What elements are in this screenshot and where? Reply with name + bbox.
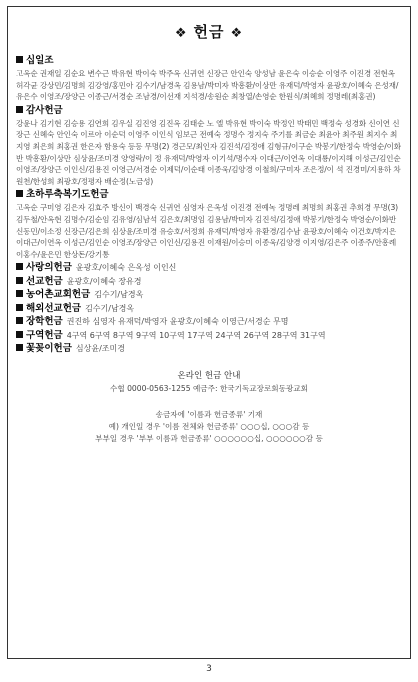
section-overseas-mission-offering <box>16 302 402 316</box>
section-names: 심상윤/조미경 <box>75 344 125 354</box>
note-line: 부부일 경우 '부부 이름과 헌금종류' ○○○○○○십, ○○○○○○감 등 <box>95 433 323 443</box>
remittance-notes <box>16 409 402 445</box>
square-bullet-icon <box>16 106 23 113</box>
section-heading <box>16 188 402 202</box>
section-heading-text: 꽃꽂이헌금 <box>26 343 72 355</box>
bank-account: 수협 0000-0563-1255 예금주: 한국기독교장로회동광교회 <box>110 383 308 393</box>
section-mission-offering <box>16 275 402 289</box>
section-heading-text: 초하루축복기도헌금 <box>26 189 109 201</box>
square-bullet-icon <box>16 304 23 311</box>
section-flower-offering <box>16 342 402 356</box>
section-rural-church-offering <box>16 288 402 302</box>
section-early-morning <box>16 188 402 260</box>
section-names: 윤광호/이혜숙 장유경 <box>66 276 142 286</box>
ornament-right-icon: ❖ <box>230 26 244 41</box>
note-line: 송금자에 '이름과 헌금종류' 기재 <box>155 409 263 419</box>
section-tithe <box>16 54 402 103</box>
section-names: 윤광호/이혜숙 은옥성 이인신 <box>75 263 177 273</box>
square-bullet-icon <box>16 190 23 197</box>
section-heading-text: 구역헌금 <box>26 329 63 341</box>
section-names: 4구역 6구역 8구역 9구역 10구역 17구역 24구역 26구역 28구역 31구역 <box>66 330 326 340</box>
square-bullet-icon <box>16 277 23 284</box>
section-names: 권진하 심영자 유재덕/박영자 윤광호/이혜숙 이영근/서경순 무명 <box>66 317 289 327</box>
section-heading-text: 사랑의헌금 <box>26 262 72 274</box>
page-title <box>16 21 402 42</box>
section-heading-text: 농어촌교회헌금 <box>26 289 91 301</box>
section-heading-text: 선교헌금 <box>26 275 63 287</box>
section-scholarship-offering <box>16 315 402 329</box>
section-names: 고옥순 권재일 김순요 변수근 박유현 박이숙 박주옥 신귀연 신장근 안인숙 양성남 윤은숙 이승순 이영주 이진경 전현옥 허각균 강상민/김명희 김강영/홍민아 김수기/남경옥 김용남/박미자 박흥환/이상만 유재덕/박영자 윤광호/이혜숙 은성재/유은수 이영조/장양근 이종근/서경순 조남경/이선재 지석경/송원순 최창열/손영순 한원식/최혜희 정명레(최홍권) <box>16 69 399 102</box>
offering-page <box>7 6 411 659</box>
section-thanks <box>16 104 402 188</box>
square-bullet-icon <box>16 290 23 297</box>
square-bullet-icon <box>16 317 23 324</box>
section-heading-text: 감사헌금 <box>26 104 63 116</box>
square-bullet-icon <box>16 56 23 63</box>
section-heading <box>16 54 402 68</box>
section-district-offering <box>16 329 402 343</box>
section-names: 강윤나 김기현 김승용 김연희 김우실 김진영 김진옥 김태순 노 엘 박유현 박이숙 박정인 박태민 백정숙 성경화 신이연 신장근 신혜숙 안인숙 이르아 이순덕 이영주 이인식 임보근 전예숙 정명수 정지숙 주기를 최금순 최윤아 최주원 최지수 최지영 최은희 최홍권 한은자 함용숙 등등 무명(2) 경근모/최인자 김진석/김정애 김형규/이구순 박봉기/한정숙 박영순/이화반 박흥환/이상만 심상윤/조미경 양영락/이 정 유재덕/박영자 이기석/명수자 이대근/이연옥 이대룡/이지해 이성근/김인순 이영조/장양근 이인신/김용진 이영근/서경순 이제덕/이순태 이종욱/김양경 이철희/구미자 조은정/이 석 진경미/지용하 차원천/한성희 최광호/정평자 배순정(노금성) <box>16 118 401 186</box>
section-names: 고옥순 구미영 김은자 김효주 방신이 백경숙 신귀연 심영자 은옥성 이진경 전예녹 정명레 최명희 최홍권 추희경 무명(3) 김두철/안옥현 김명수/김순임 김유영/심남석 김은호/최명임 김용남/박미자 김진석/김정애 박봉기/한정숙 박영순/이화반 신동민/이소정 신장근/김은희 심상윤/조미경 유승호/서정희 유재덕/박영자 유환경/김수남 윤광호/이혜숙 이건호/박지은 이대근/이연옥 이성근/김인순 이영조/장양근 이인신/김용진 이재원/이승미 이종욱/김양경 이지영/김은주 이종주/안흥례 이홍수/윤은민 한상돈/강기통 <box>16 203 398 259</box>
section-heading <box>16 104 402 118</box>
square-bullet-icon <box>16 344 23 351</box>
section-heading-text: 장학헌금 <box>26 316 63 328</box>
short-sections <box>16 261 402 356</box>
square-bullet-icon <box>16 331 23 338</box>
section-names: 김수기/남경옥 <box>94 290 144 300</box>
page-number: 3 <box>206 664 212 674</box>
note-line: 예) 개인일 경우 '이름 전체와 헌금종류' ○○○십, ○○○감 등 <box>108 421 310 431</box>
section-heading-text: 십일조 <box>26 55 54 66</box>
section-names: 김수기/남경옥 <box>85 303 135 313</box>
section-love-offering <box>16 261 402 275</box>
ornament-left-icon: ❖ <box>174 26 188 41</box>
section-heading-text: 해외선교헌금 <box>26 302 82 314</box>
online-offering-title: 온라인 헌금 안내 <box>177 370 241 381</box>
online-offering-info <box>16 370 402 395</box>
square-bullet-icon <box>16 263 23 270</box>
page-title-text: 헌금 <box>193 23 225 41</box>
